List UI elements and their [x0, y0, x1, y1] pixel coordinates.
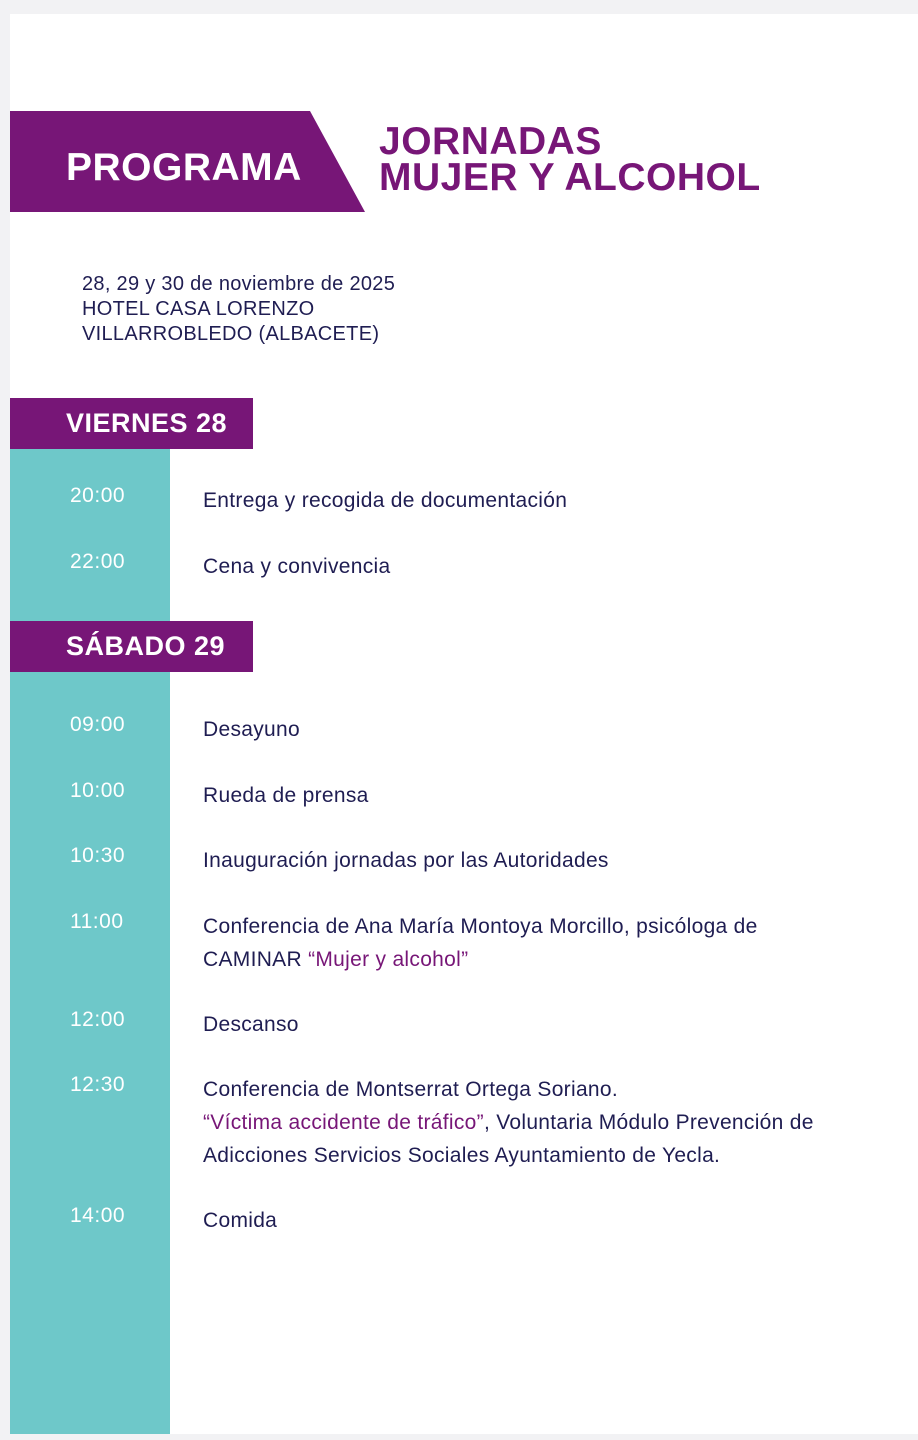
event-city: VILLARROBLEDO (ALBACETE) — [82, 323, 380, 345]
description-line — [203, 943, 758, 976]
event-info — [82, 272, 395, 347]
description-text: CAMINAR — [203, 948, 309, 971]
highlighted-title: “Mujer y alcohol” — [308, 948, 469, 971]
event-time: 09:00 — [70, 713, 126, 736]
event-time: 20:00 — [70, 484, 126, 507]
event-description: Desayuno — [203, 718, 300, 741]
event-description: Rueda de prensa — [203, 784, 369, 807]
event-description: Cena y convivencia — [203, 555, 391, 578]
description-text: , Voluntaria Módulo Prevención de — [483, 1111, 814, 1134]
event-time: 10:00 — [70, 779, 126, 802]
description-line: Adicciones Servicios Sociales Ayuntamiento de Yecla. — [203, 1144, 721, 1167]
program-page — [10, 14, 918, 1434]
event-time: 11:00 — [70, 910, 124, 933]
event-time: 12:30 — [70, 1073, 126, 1096]
event-venue: HOTEL CASA LORENZO — [82, 298, 315, 320]
event-time: 12:00 — [70, 1008, 126, 1031]
event-description: Entrega y recogida de documentación — [203, 489, 568, 512]
event-description — [203, 910, 758, 976]
event-description — [203, 1073, 814, 1172]
title-line-2: MUJER Y ALCOHOL — [379, 156, 761, 199]
event-time: 10:30 — [70, 844, 126, 867]
title-line-1: JORNADAS — [379, 120, 602, 163]
event-time: 14:00 — [70, 1204, 126, 1227]
description-line: Conferencia de Montserrat Ortega Soriano. — [203, 1078, 619, 1101]
timeline-column — [10, 449, 170, 1434]
event-time: 22:00 — [70, 550, 126, 573]
event-description: Descanso — [203, 1013, 299, 1036]
event-title — [379, 120, 761, 199]
day-header-friday: VIERNES 28 — [10, 398, 253, 449]
highlighted-title: “Víctima accidente de tráfico” — [203, 1111, 484, 1134]
description-line: Conferencia de Ana María Montoya Morcillo, psicóloga de — [203, 915, 758, 938]
day-header-saturday: SÁBADO 29 — [10, 621, 253, 672]
event-description: Comida — [203, 1209, 278, 1232]
description-line — [203, 1106, 814, 1139]
event-dates: 28, 29 y 30 de noviembre de 2025 — [82, 273, 396, 295]
banner-label: PROGRAMA — [66, 146, 302, 189]
event-description: Inauguración jornadas por las Autoridades — [203, 849, 609, 872]
